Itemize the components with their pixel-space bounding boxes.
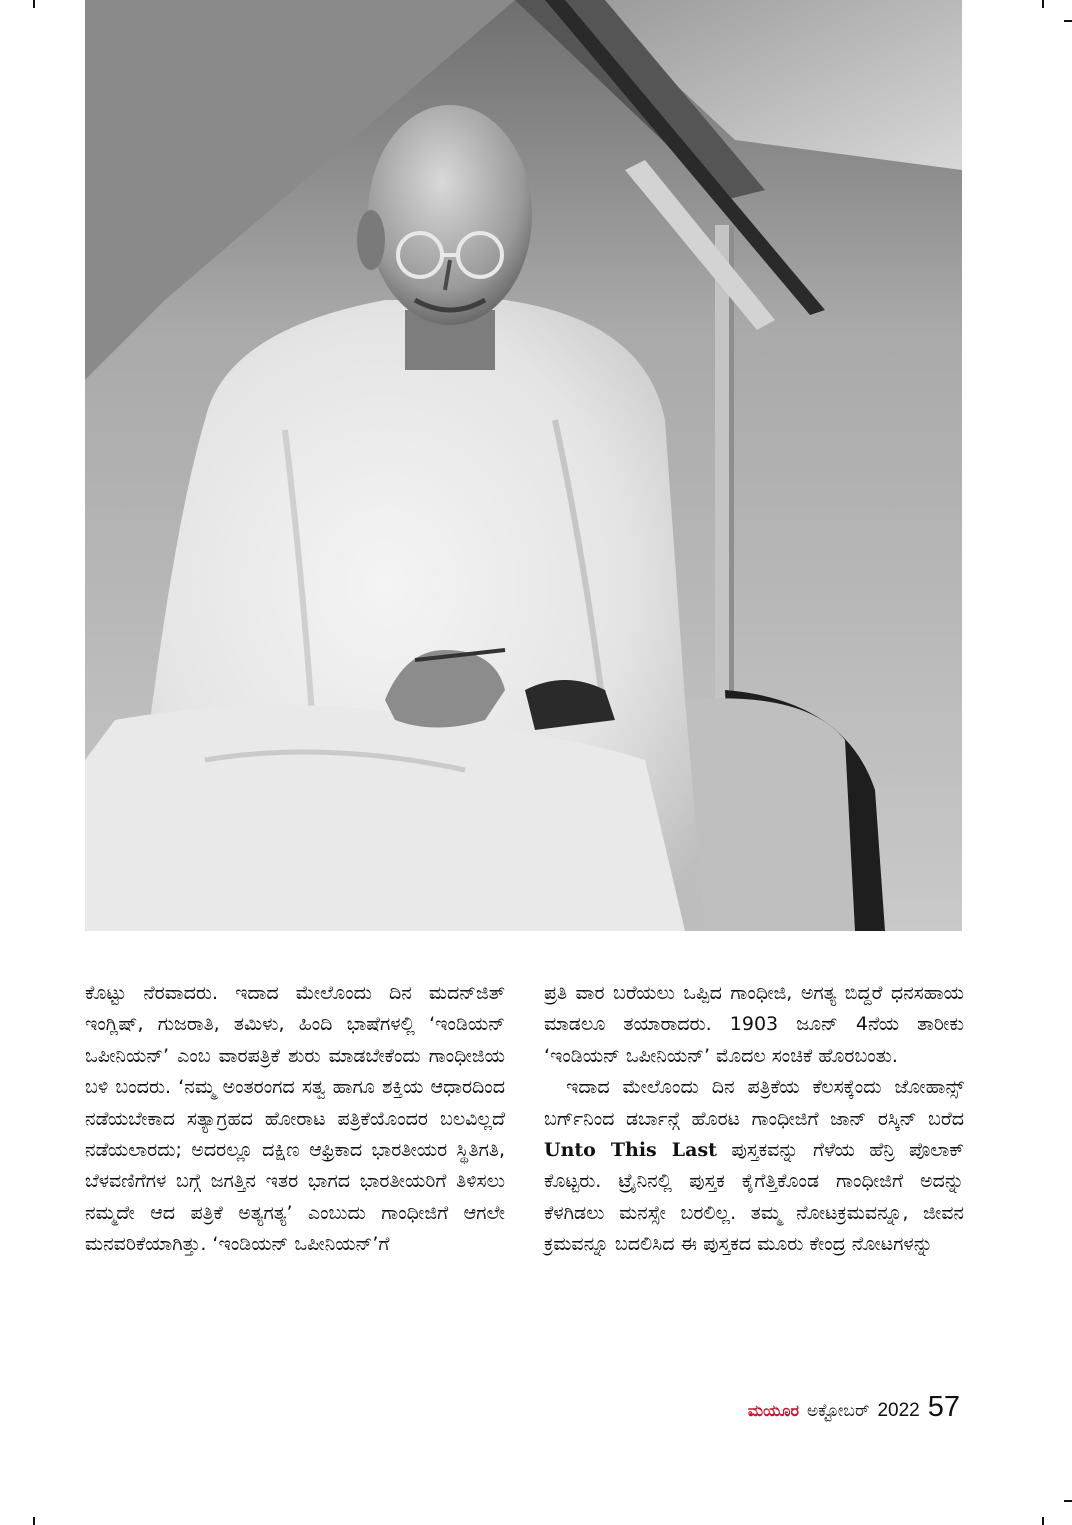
- right-column-paragraph-1: ಪ್ರತಿ ವಾರ ಬರೆಯಲು ಒಪ್ಪಿದ ಗಾಂಧೀಜಿ, ಅಗತ್ಯ ಬಿದ್ದರೆ ಧನಸಹಾಯ ಮಾಡಲೂ ತಯಾರಾದರು. 1903 ಜೂನ್ 4ನೆಯ ತಾರೀಕು ‘ಇಂಡಿಯನ್ ಒಪೀನಿಯನ್’ ಮೊದಲ ಸಂಚಿಕೆ ಹೊರಬಂತು.: [544, 982, 964, 1067]
- crop-mark-top-left: [33, 0, 35, 8]
- crop-mark-top-right: [1042, 0, 1044, 8]
- crop-mark-right-lower: [1064, 1500, 1072, 1502]
- magazine-name: ಮಯೂರ: [747, 1401, 799, 1420]
- photo-illustration: [85, 0, 962, 931]
- book-title: Unto This Last: [544, 1139, 717, 1162]
- article-right-column: [544, 978, 964, 1261]
- crop-mark-bottom-left: [33, 1517, 35, 1525]
- crop-mark-right-upper: [1064, 20, 1072, 22]
- article-left-column: [85, 978, 505, 1261]
- gandhi-writing-photo: [85, 0, 962, 931]
- issue-month: ಅಕ್ಟೋಬರ್: [806, 1401, 870, 1421]
- crop-mark-bottom-right: [1042, 1517, 1044, 1525]
- page-footer: [748, 1391, 960, 1431]
- page-number: 57: [927, 1391, 960, 1423]
- right-column-paragraph-2: [544, 1072, 964, 1260]
- issue-year: 2022: [877, 1400, 920, 1421]
- left-column-paragraph: ಕೊಟ್ಟು ನೆರವಾದರು. ಇದಾದ ಮೇಲೊಂದು ದಿನ ಮದನ್‌ಜಿತ್ ಇಂಗ್ಲಿಷ್, ಗುಜರಾತಿ, ತಮಿಳು, ಹಿಂದಿ ಭಾಷೆಗಳಲ್ಲಿ ‘ಇಂಡಿಯನ್ ಒಪೀನಿಯನ್’ ಎಂಬ ವಾರಪತ್ರಿಕೆ ಶುರು ಮಾಡಬೇಕೆಂದು ಗಾಂಧೀಜಿಯ ಬಳಿ ಬಂದರು. ‘ನಮ್ಮ ಅಂತರಂಗದ ಸತ್ವ ಹಾಗೂ ಶಕ್ತಿಯ ಆಧಾರದಿಂದ ನಡೆಯಬೇಕಾದ ಸತ್ಯಾಗ್ರಹದ ಹೋರಾಟ ಪತ್ರಿಕೆಯೊಂದರ ಬಲವಿಲ್ಲದೆ ನಡೆಯಲಾರದು; ಅದರಲ್ಲೂ ದಕ್ಷಿಣ ಆಫ್ರಿಕಾದ ಭಾರತೀಯರ ಸ್ಥಿತಿಗತಿ, ಬೆಳವಣಿಗೆಗಳ ಬಗ್ಗೆ ಜಗತ್ತಿನ ಇತರ ಭಾಗದ ಭಾರತೀಯರಿಗೆ ತಿಳಿಸಲು ನಮ್ಮದೇ ಆದ ಪತ್ರಿಕೆ ಅತ್ಯಗತ್ಯ’ ಎಂಬುದು ಗಾಂಧೀಜಿಗೆ ಆಗಲೇ ಮನವರಿಕೆಯಾಗಿತ್ತು. ‘ಇಂಡಿಯನ್ ಒಪೀನಿಯನ್’ಗೆ: [85, 982, 505, 1256]
- paragraph-2-text-a: ಇದಾದ ಮೇಲೊಂದು ದಿನ ಪತ್ರಿಕೆಯ ಕೆಲಸಕ್ಕೆಂದು ಜೋಹಾನ್ಸ್ ಬರ್ಗ್‌ನಿಂದ ಡರ್ಬಾನ್ಗೆ ಹೊರಟ ಗಾಂಧೀಜಿಗೆ ಜಾನ್ ರಸ್ಕಿನ್ ಬರೆದ: [544, 1076, 964, 1130]
- paragraph-2-text-b: ಪುಸ್ತಕವನ್ನು ಗೆಳೆಯ ಹೆನ್ರಿ ಪೊಲಾಕ್ ಕೊಟ್ಟರು. ಟ್ರೈನಿನಲ್ಲಿ ಪುಸ್ತಕ ಕೈಗೆತ್ತಿಕೊಂಡ ಗಾಂಧೀಜಿಗೆ ಅದನ್ನು ಕೆಳಗಿಡಲು ಮನಸ್ಸೇ ಬರಲಿಲ್ಲ. ತಮ್ಮ ನೋಟಕ್ರಮವನ್ನೂ, ಜೀವನ ಕ್ರಮವನ್ನೂ ಬದಲಿಸಿದ ಈ ಪುಸ್ತಕದ ಮೂರು ಕೇಂದ್ರ ನೋಟಗಳನ್ನು: [544, 1139, 964, 1256]
